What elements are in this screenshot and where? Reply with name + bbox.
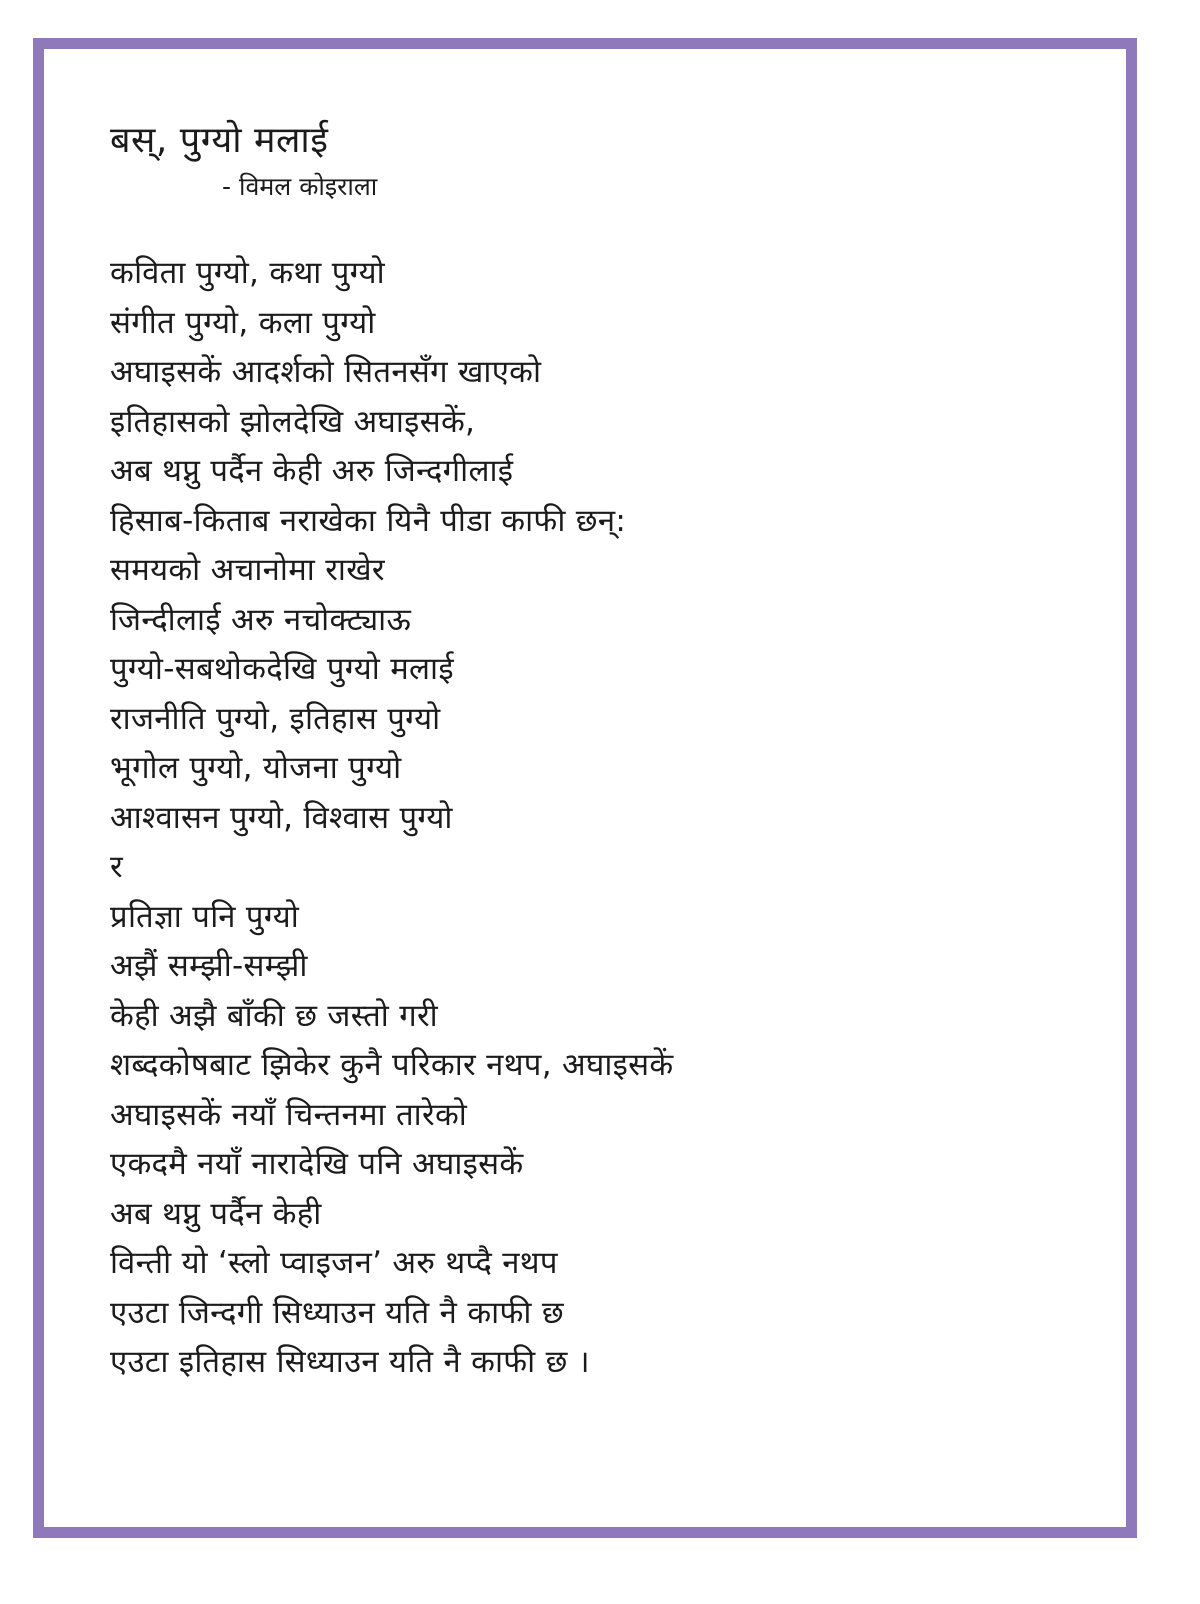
poem-body: [110, 249, 1010, 1388]
poem-line: अब थप्नु पर्दैन केही अरु जिन्दगीलाई: [110, 453, 514, 489]
poem-line: शब्दकोषबाट झिकेर कुनै परिकार नथप, अघाइसकें: [110, 1047, 674, 1083]
poem-line: प्रतिज्ञा पनि पुग्यो: [110, 898, 300, 935]
poem-line: भूगोल पुग्यो, योजना पुग्यो: [110, 750, 402, 786]
poem-line: जिन्दीलाई अरु नचोक्ट्याऊ: [110, 601, 412, 638]
poem-line: अब थप्नु पर्दैन केही: [110, 1195, 322, 1232]
poem-author: - विमल कोइराला: [222, 172, 378, 201]
poem-line: विन्ती यो ‘स्लो प्वाइजन’ अरु थप्दै नथप: [110, 1245, 558, 1281]
poem-line: संगीत पुग्यो, कला पुग्यो: [110, 304, 376, 341]
poem: [110, 118, 1010, 1388]
poem-line: पुग्यो-सबथोकदेखि पुग्यो मलाई: [110, 651, 454, 687]
poem-line: अझैं सम्झी-सम्झी: [110, 948, 308, 984]
poem-line: अघाइसकें नयाँ चिन्तनमा तारेको: [110, 1096, 468, 1133]
poem-line: समयको अचानोमा राखेर: [110, 552, 385, 588]
poem-line: कविता पुग्यो, कथा पुग्यो: [110, 255, 385, 291]
poem-line: र: [110, 849, 123, 885]
poem-line: एकदमै नयाँ नारादेखि पनि अघाइसकें: [110, 1146, 524, 1182]
poem-line: एउटा इतिहास सिध्याउन यति नै काफी छ ।: [110, 1344, 590, 1380]
poem-line: हिसाब-किताब नराखेका यिनै पीडा काफी छन्:: [110, 502, 627, 539]
poem-line: इतिहासको झोलदेखि अघाइसकें,: [110, 403, 476, 440]
poem-title: बस्, पुग्यो मलाई: [110, 120, 329, 161]
poem-line: अघाइसकें आदर्शको सितनसँग खाएको: [110, 354, 542, 390]
poem-line: एउटा जिन्दगी सिध्याउन यति नै काफी छ: [110, 1294, 564, 1331]
poem-line: राजनीति पुग्यो, इतिहास पुग्यो: [110, 700, 441, 737]
poem-line: आश्वासन पुग्यो, विश्वास पुग्यो: [110, 799, 453, 836]
poem-line: केही अझै बाँकी छ जस्तो गरी: [110, 997, 439, 1034]
